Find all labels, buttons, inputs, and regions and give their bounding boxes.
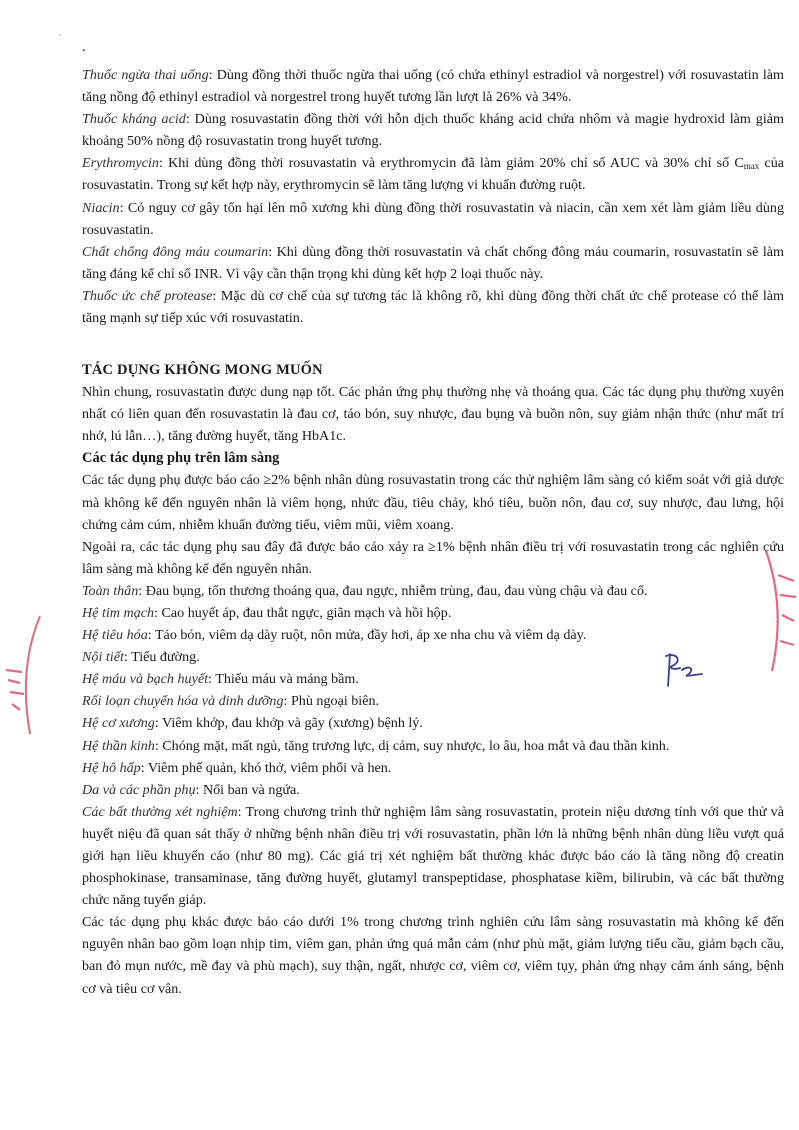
system-metabolic: Rối loạn chuyển hóa và dinh dưỡng: Phù ngoại biên. <box>82 693 380 710</box>
section-title: TÁC DỤNG KHÔNG MONG MUỐN <box>82 362 323 379</box>
system-cardiovascular: Hệ tim mạch: Cao huyết áp, đau thắt ngực, giãn mạch và hồi hộp. <box>82 604 452 621</box>
system-blood-lymph: Hệ máu và bạch huyết: Thiếu máu và mảng bầm. <box>82 671 359 688</box>
interaction-protease-inhibitors: Thuốc ức chế protease: Mặc dù cơ chế của sự tương tác là không rõ, khi dùng đồng thời chất ức chế protease có thể làm tăng mạnh sự tiếp xúc với rosuvastatin. <box>82 287 784 327</box>
system-skin: Da và các phần phụ: Nổi ban và ngứa. <box>82 781 300 798</box>
scan-artifact: • <box>82 46 86 57</box>
clinical-paragraph: Ngoài ra, các tác dụng phụ sau đây đã được báo cáo xảy ra ≥1% bệnh nhân điều trị với rosuvastatin trong các nghiên cứu lâm sàng mà không kể đến nguyên nhân. <box>82 538 784 577</box>
interaction-oral-contraceptives: Thuốc ngừa thai uống: Dùng đồng thời thuốc ngừa thai uống (có chứa ethinyl estradiol và norgestrel) với rosuvastatin làm tăng nồng độ ethinyl estradiol và norgestrel trong huyết tương lần lượt là 26% và 34%. <box>82 67 784 106</box>
document-page <box>82 64 784 1000</box>
interaction-antacids: Thuốc kháng acid: Dùng rosuvastatin đồng thời với hỗn dịch thuốc kháng acid chứa nhôm và magie hydroxid làm giảm khoảng 50% nồng độ rosuvastatin trong huyết tương. <box>82 111 784 150</box>
signature-icon <box>656 648 712 690</box>
system-digestive: Hệ tiêu hóa: Táo bón, viêm dạ dày ruột, nôn mửa, đầy hơi, áp xe nha chu và viêm dạ dày. <box>82 627 587 644</box>
stamp-left-icon <box>0 610 46 740</box>
clinical-paragraph: Các tác dụng phụ được báo cáo ≥2% bệnh nhân dùng rosuvastatin trong các thử nghiệm lâm sàng có kiểm soát với giả dược mà không kể đến nguyên nhân là viêm họng, nhức đầu, tiêu chảy, khó tiêu, buồn nôn, đau cơ, suy nhược, đau lưng, hội chứng cảm cúm, nhiễm khuẩn đường tiểu, viêm mũi, viêm xoang. <box>82 472 784 533</box>
system-whole-body: Toàn thân: Đau bụng, tổn thương thoáng qua, đau ngực, nhiễm trùng, đau, đau vùng chậu và đau cổ. <box>82 582 648 599</box>
subsection-title: Các tác dụng phụ trên lâm sàng <box>82 450 280 467</box>
scan-artifact: ` <box>58 34 62 45</box>
system-lab-abnormalities: Các bất thường xét nghiệm: Trong chương trình thử nghiệm lâm sàng rosuvastatin, protein niệu dương tính với que thử và huyết niệu đã quan sát thấy ở những bệnh nhân điều trị với rosuvastatin, phần lớn là những bệnh nhân dùng liều vượt quá giới hạn liều khuyến cáo (như 80 mg). Các giá trị xét nghiệm bất thường khác được báo cáo là tăng nồng độ creatin phosphokinase, transaminase, tăng đường huyết, glutamyl transpeptidase, phosphatase kiềm, bilirubin, và các bất thường chức năng tuyến giáp. <box>82 803 784 909</box>
closing-paragraph: Các tác dụng phụ khác được báo cáo dưới 1% trong chương trình nghiên cứu lâm sàng rosuvastatin mà không kể đến nguyên nhân bao gồm loạn nhịp tim, viêm gan, phản ứng quá mẫn cảm (như phù mặt, giảm lượng tiểu cầu, giảm bạch cầu, ban đỏ mụn nước, mề đay và phù mạch), suy thận, ngất, nhược cơ, viêm cơ, viêm tụy, phản ứng nhạy cảm ánh sáng, bệnh cơ và tiêu cơ vân. <box>82 914 784 997</box>
system-musculoskeletal: Hệ cơ xương: Viêm khớp, đau khớp và gãy (xương) bệnh lý. <box>82 715 423 732</box>
interaction-coumarin: Chất chống đông máu coumarin: Khi dùng đồng thời rosuvastatin và chất chống đông máu coumarin, rosuvastatin sẽ làm tăng đáng kể chỉ số INR. Vì vậy cần thận trọng khi dùng kết hợp 2 loại thuốc này. <box>82 243 784 282</box>
system-nervous: Hệ thần kinh: Chóng mặt, mất ngủ, tăng trương lực, dị cảm, suy nhược, lo âu, hoa mắt và đau thần kinh. <box>82 737 670 754</box>
system-respiratory: Hệ hô hấp: Viêm phế quản, khó thở, viêm phổi và hen. <box>82 759 392 776</box>
interaction-niacin: Niacin: Có nguy cơ gây tổn hại lên mô xương khi dùng đồng thời rosuvastatin và niacin, cần xem xét làm giảm liều dùng rosuvastatin. <box>82 199 784 238</box>
adverse-effects-intro: Nhìn chung, rosuvastatin được dung nạp tốt. Các phản ứng phụ thường nhẹ và thoáng qua. Các tác dụng phụ thường xuyên nhất có liên quan đến rosuvastatin là đau cơ, táo bón, suy nhược, đau bụng và buồn nôn, suy giảm nhận thức (như mất trí nhớ, lú lẫn…), tăng đường huyết, tăng HbA1c. <box>82 384 784 445</box>
stamp-right-icon <box>758 545 799 675</box>
interaction-erythromycin: Erythromycin: Khi dùng đồng thời rosuvastatin và erythromycin đã làm giảm 20% chỉ số AUC và 30% chỉ số $C_{max}$ của rosuvastatin. Trong sự kết hợp này, erythromycin sẽ làm tăng lượng vi khuẩn đường ruột. <box>82 155 784 194</box>
system-endocrine: Nội tiết: Tiểu đường. <box>82 649 200 666</box>
